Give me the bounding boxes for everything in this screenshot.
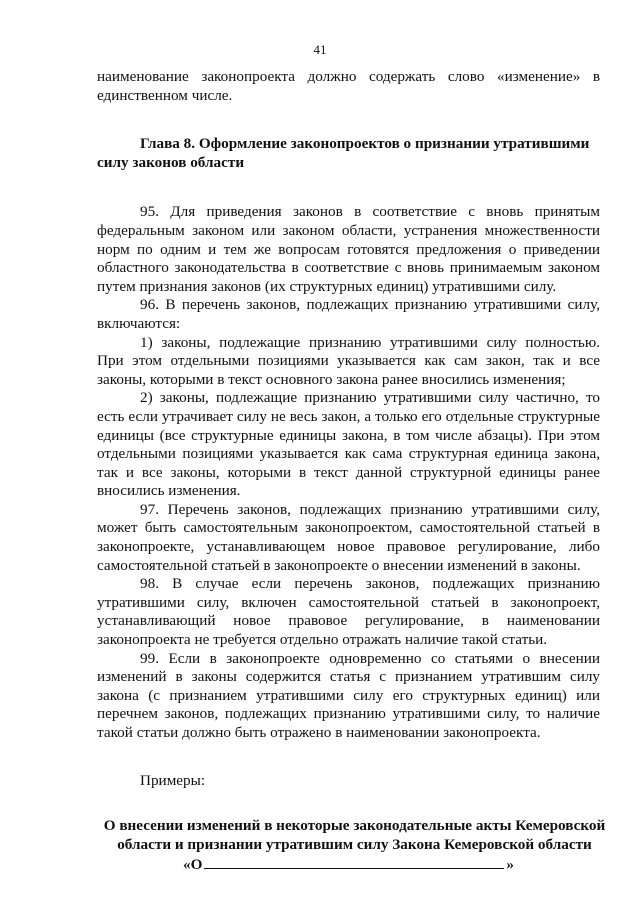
quote-close: » — [506, 856, 514, 874]
paragraph-99: 99. Если в законопроекте одновременно со статьями о внесении изменений в законы содержится статья с признанием утратившим силу закона (с признанием утратившими силу его структурных единиц) или перечнем законов, подлежащих признанию утратившими силу, то наличие такой статьи должно быть отражено в наименовании законопроекта. — [97, 649, 600, 741]
intro-paragraph: наименование законопроекта должно содержать слово «изменение» в единственном числе. — [97, 68, 600, 104]
paragraph-96-item-1: 1) законы, подлежащие признанию утратившими силу полностью. При этом отдельными позициями указывается как сам закон, так и все законы, которыми в текст основного закона ранее вносились изменения; — [97, 333, 600, 388]
blank-line — [204, 854, 504, 869]
chapter-title: Глава 8. Оформление законопроектов о признании утратившими силу законов области — [97, 135, 590, 171]
paragraph-96-item-2: 2) законы, подлежащие признанию утратившими силу частично, то есть если утрачивает силу не весь закон, а только его отдельные структурные единицы (все структурные единицы закона, в том числе абзацы). При этом отдельными позициями указывается как сама структурная единица закона, так и все законы, которыми в текст данной структурной единицы ранее вносились изменения. — [97, 389, 600, 500]
examples-label: Примеры: — [140, 771, 206, 789]
page-content — [97, 68, 606, 875]
paragraph-95: 95. Для приведения законов в соответствие с вновь принятым федеральным законом или законом области, устранения множественности норм по одним и тем же вопросам готовятся предложения о приведении областного законодательства в соответствие с вновь принимаемым законом путем признания законов (их структурных единиц) утратившими силу. — [97, 203, 600, 295]
quote-open: «О — [182, 856, 203, 874]
paragraph-96: 96. В перечень законов, подлежащих признанию утратившими силу, включаются: — [97, 296, 600, 332]
example-title: О внесении изменений в некоторые законодательные акты Кемеровской области и признании утратившим силу Закона Кемеровской области — [103, 817, 606, 853]
paragraph-98: 98. В случае если перечень законов, подлежащих признанию утратившими силу, включен самостоятельной статьей в законопроект, устанавливающий новое правовое регулирование, в наименовании законопроекта не требуется отдельно отражать наличие такой статьи. — [97, 575, 600, 649]
example-quote-line — [97, 854, 600, 875]
paragraph-97: 97. Перечень законов, подлежащих признанию утратившими силу, может быть самостоятельным законопроектом, самостоятельной статьей в законопроекте, устанавливающем новое правовое регулирование, либо самостоятельной статьей в законопроекте о внесении изменений в законы. — [97, 500, 600, 574]
page-number: 41 — [313, 42, 327, 57]
